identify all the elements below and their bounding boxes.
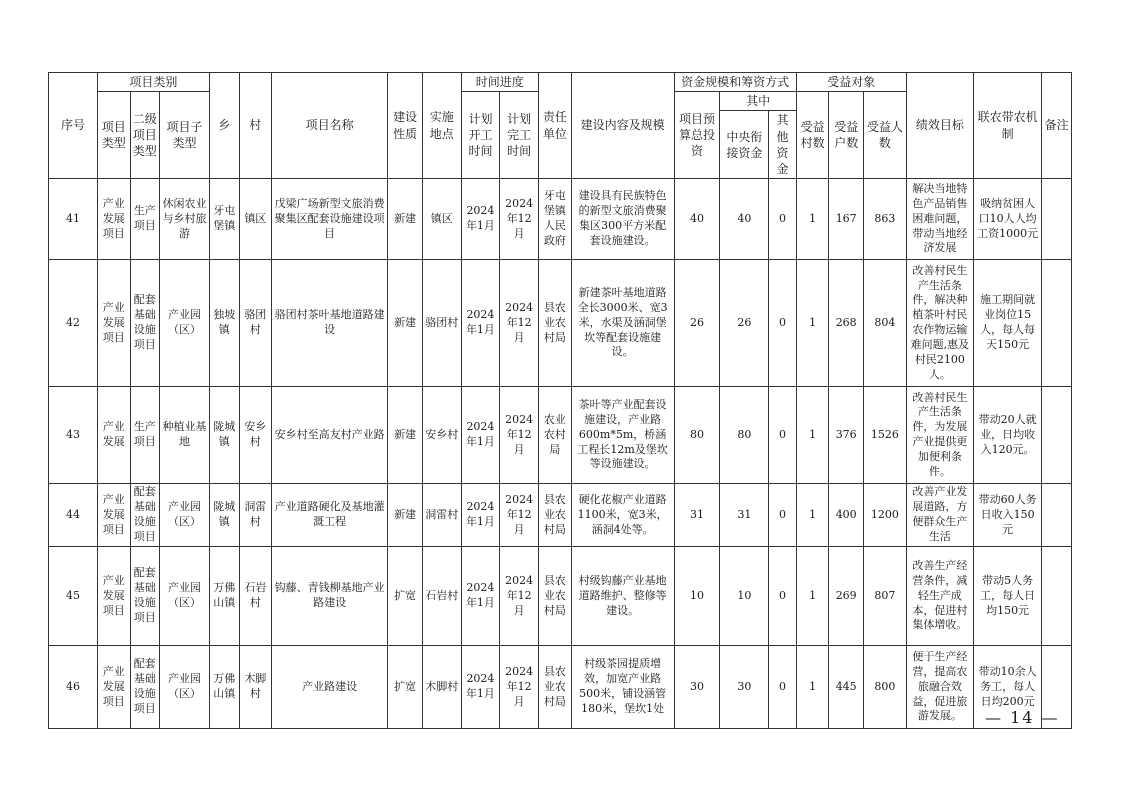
cell-content: 村级钩藤产业基地道路维护、整修等建设。 bbox=[571, 547, 674, 646]
cell-township: 万佛山镇 bbox=[209, 547, 239, 646]
header-seq: 序号 bbox=[49, 73, 98, 179]
header-secondary-type: 二级项目类型 bbox=[130, 92, 160, 179]
cell-plan-start: 2024年1月 bbox=[461, 484, 500, 547]
cell-location: 安乡村 bbox=[422, 387, 461, 484]
cell-secondary-type: 生产项目 bbox=[130, 179, 160, 260]
cell-plan-end: 2024年12月 bbox=[500, 484, 539, 547]
cell-village: 石岩村 bbox=[239, 547, 272, 646]
table-row bbox=[49, 484, 1072, 547]
cell-build-nature: 新建 bbox=[388, 484, 423, 547]
cell-township: 万佛山镇 bbox=[209, 646, 239, 729]
cell-benefit-people: 800 bbox=[864, 646, 907, 729]
cell-location: 洞雷村 bbox=[422, 484, 461, 547]
cell-remark bbox=[1042, 484, 1072, 547]
cell-secondary-type: 生产项目 bbox=[130, 387, 160, 484]
cell-village: 木脚村 bbox=[239, 646, 272, 729]
cell-budget: 31 bbox=[674, 484, 720, 547]
cell-project-type: 产业发展项目 bbox=[97, 260, 130, 387]
header-benefit-households: 受益户数 bbox=[829, 92, 864, 179]
cell-central-fund: 40 bbox=[720, 179, 769, 260]
cell-plan-start: 2024年1月 bbox=[461, 387, 500, 484]
header-benefit-people: 受益人数 bbox=[864, 92, 907, 179]
cell-remark bbox=[1042, 179, 1072, 260]
cell-township: 陇城镇 bbox=[209, 387, 239, 484]
cell-seq: 41 bbox=[49, 179, 98, 260]
cell-responsible: 县农业农村局 bbox=[539, 646, 572, 729]
cell-performance: 改善村民生产生活条件，为发展产业提供更加便利条件。 bbox=[906, 387, 973, 484]
cell-benefit-households: 445 bbox=[829, 646, 864, 729]
header-benefit-villages: 受益村数 bbox=[796, 92, 829, 179]
cell-benefit-households: 167 bbox=[829, 179, 864, 260]
cell-other-fund: 0 bbox=[769, 646, 797, 729]
cell-project-type: 产业发展 bbox=[97, 387, 130, 484]
cell-build-nature: 新建 bbox=[388, 387, 423, 484]
cell-mechanism: 吸纳贫困人口10人人均工资1000元 bbox=[974, 179, 1042, 260]
cell-build-nature: 扩宽 bbox=[388, 646, 423, 729]
cell-mechanism: 带动5人务工，每人日均150元 bbox=[974, 547, 1042, 646]
cell-other-fund: 0 bbox=[769, 547, 797, 646]
header-fund-group: 资金规模和筹资方式 bbox=[674, 73, 796, 92]
cell-benefit-villages: 1 bbox=[796, 387, 829, 484]
cell-village: 洞雷村 bbox=[239, 484, 272, 547]
cell-village: 安乡村 bbox=[239, 387, 272, 484]
cell-village: 镇区 bbox=[239, 179, 272, 260]
cell-plan-start: 2024年1月 bbox=[461, 260, 500, 387]
cell-plan-end: 2024年12月 bbox=[500, 646, 539, 729]
cell-responsible: 牙屯堡镇人民政府 bbox=[539, 179, 572, 260]
header-central-fund: 中央衔接资金 bbox=[720, 111, 769, 179]
header-mechanism: 联农带农机制 bbox=[974, 73, 1042, 179]
header-build-nature: 建设性质 bbox=[388, 73, 423, 179]
header-village: 村 bbox=[239, 73, 272, 179]
cell-responsible: 农业农村局 bbox=[539, 387, 572, 484]
cell-performance: 改善产业发展道路，方便群众生产生活 bbox=[906, 484, 973, 547]
cell-performance: 改善生产经营条件，减轻生产成本，促进村集体增收。 bbox=[906, 547, 973, 646]
cell-sub-type: 种植业基地 bbox=[160, 387, 210, 484]
cell-budget: 10 bbox=[674, 547, 720, 646]
cell-performance: 改善村民生产生活条件，解决种植茶叶村民农作物运输难问题,惠及村民2100人。 bbox=[906, 260, 973, 387]
header-among: 其中 bbox=[720, 92, 796, 111]
cell-content: 村级茶园提质增效，加宽产业路500米，铺设涵管180米，堡坎1处 bbox=[571, 646, 674, 729]
cell-budget: 26 bbox=[674, 260, 720, 387]
cell-project-name: 产业道路硬化及基地灌溉工程 bbox=[272, 484, 388, 547]
cell-seq: 42 bbox=[49, 260, 98, 387]
cell-sub-type: 产业园（区） bbox=[160, 484, 210, 547]
table-row bbox=[49, 646, 1072, 729]
cell-performance: 解决当地特色产品销售困难问题，带动当地经济发展 bbox=[906, 179, 973, 260]
cell-project-name: 骆团村茶叶基地道路建设 bbox=[272, 260, 388, 387]
cell-project-type: 产业发展项目 bbox=[97, 547, 130, 646]
header-category-group: 项目类别 bbox=[97, 73, 209, 92]
cell-remark bbox=[1042, 547, 1072, 646]
cell-benefit-people: 807 bbox=[864, 547, 907, 646]
cell-benefit-households: 376 bbox=[829, 387, 864, 484]
cell-location: 骆团村 bbox=[422, 260, 461, 387]
cell-mechanism: 带动10余人务工，每人日均200元 bbox=[974, 646, 1042, 729]
cell-plan-start: 2024年1月 bbox=[461, 646, 500, 729]
cell-secondary-type: 配套基础设施项目 bbox=[130, 547, 160, 646]
cell-central-fund: 26 bbox=[720, 260, 769, 387]
cell-mechanism: 施工期间就业岗位15人，每人每天150元 bbox=[974, 260, 1042, 387]
cell-location: 镇区 bbox=[422, 179, 461, 260]
cell-township: 陇城镇 bbox=[209, 484, 239, 547]
cell-plan-end: 2024年12月 bbox=[500, 260, 539, 387]
cell-project-name: 安乡村至高友村产业路 bbox=[272, 387, 388, 484]
cell-responsible: 县农业农村局 bbox=[539, 547, 572, 646]
cell-benefit-people: 1200 bbox=[864, 484, 907, 547]
table-row bbox=[49, 387, 1072, 484]
cell-seq: 46 bbox=[49, 646, 98, 729]
cell-seq: 44 bbox=[49, 484, 98, 547]
cell-mechanism: 带动20人就业，日均收入120元。 bbox=[974, 387, 1042, 484]
cell-sub-type: 产业园（区） bbox=[160, 260, 210, 387]
cell-sub-type: 休闲农业与乡村旅游 bbox=[160, 179, 210, 260]
cell-central-fund: 10 bbox=[720, 547, 769, 646]
cell-benefit-villages: 1 bbox=[796, 547, 829, 646]
cell-benefit-people: 804 bbox=[864, 260, 907, 387]
header-plan-end: 计划完工时间 bbox=[500, 92, 539, 179]
cell-central-fund: 80 bbox=[720, 387, 769, 484]
cell-responsible: 县农业农村局 bbox=[539, 260, 572, 387]
table-row bbox=[49, 260, 1072, 387]
cell-location: 木脚村 bbox=[422, 646, 461, 729]
cell-build-nature: 新建 bbox=[388, 179, 423, 260]
cell-secondary-type: 配套基础设施项目 bbox=[130, 260, 160, 387]
project-table bbox=[48, 72, 1072, 729]
cell-location: 石岩村 bbox=[422, 547, 461, 646]
cell-secondary-type: 配套基础设施项目 bbox=[130, 646, 160, 729]
header-township: 乡 bbox=[209, 73, 239, 179]
header-responsible: 责任单位 bbox=[539, 73, 572, 179]
cell-plan-end: 2024年12月 bbox=[500, 179, 539, 260]
header-location: 实施地点 bbox=[422, 73, 461, 179]
cell-budget: 30 bbox=[674, 646, 720, 729]
cell-performance: 便于生产经营，提高农旅融合效益，促进旅游发展。 bbox=[906, 646, 973, 729]
cell-seq: 43 bbox=[49, 387, 98, 484]
cell-benefit-villages: 1 bbox=[796, 260, 829, 387]
cell-benefit-villages: 1 bbox=[796, 484, 829, 547]
cell-secondary-type: 配套基础设施项目 bbox=[130, 484, 160, 547]
cell-plan-end: 2024年12月 bbox=[500, 547, 539, 646]
cell-content: 建设具有民族特色的新型文旅消费聚集区300平方米配套设施建设。 bbox=[571, 179, 674, 260]
cell-mechanism: 带动60人务日收入150元 bbox=[974, 484, 1042, 547]
cell-content: 新建茶叶基地道路全长3000米、宽3米，水渠及涵洞堡坎等配套设施建设。 bbox=[571, 260, 674, 387]
cell-other-fund: 0 bbox=[769, 484, 797, 547]
cell-benefit-households: 269 bbox=[829, 547, 864, 646]
cell-budget: 40 bbox=[674, 179, 720, 260]
header-plan-start: 计划开工时间 bbox=[461, 92, 500, 179]
header-budget-total: 项目预算总投资 bbox=[674, 92, 720, 179]
cell-responsible: 县农业农村局 bbox=[539, 484, 572, 547]
cell-plan-start: 2024年1月 bbox=[461, 547, 500, 646]
header-other-fund: 其他资金 bbox=[769, 111, 797, 179]
cell-project-name: 产业路建设 bbox=[272, 646, 388, 729]
cell-remark bbox=[1042, 260, 1072, 387]
header-performance: 绩效目标 bbox=[906, 73, 973, 179]
header-sub-type: 项目子类型 bbox=[160, 92, 210, 179]
cell-build-nature: 新建 bbox=[388, 260, 423, 387]
cell-central-fund: 30 bbox=[720, 646, 769, 729]
cell-benefit-people: 1526 bbox=[864, 387, 907, 484]
cell-other-fund: 0 bbox=[769, 387, 797, 484]
cell-benefit-villages: 1 bbox=[796, 646, 829, 729]
cell-project-type: 产业发展项目 bbox=[97, 646, 130, 729]
cell-budget: 80 bbox=[674, 387, 720, 484]
cell-other-fund: 0 bbox=[769, 179, 797, 260]
cell-benefit-households: 268 bbox=[829, 260, 864, 387]
cell-sub-type: 产业园（区） bbox=[160, 547, 210, 646]
header-time-group: 时间进度 bbox=[461, 73, 538, 92]
cell-seq: 45 bbox=[49, 547, 98, 646]
cell-project-type: 产业发展项目 bbox=[97, 484, 130, 547]
cell-other-fund: 0 bbox=[769, 260, 797, 387]
cell-benefit-villages: 1 bbox=[796, 179, 829, 260]
cell-village: 骆团村 bbox=[239, 260, 272, 387]
cell-content: 茶叶等产业配套设施建设，产业路600m*5m，桥涵工程长12m及堡坎等设施建设。 bbox=[571, 387, 674, 484]
cell-content: 硬化花椒产业道路1100米，宽3米，涵洞4处等。 bbox=[571, 484, 674, 547]
cell-sub-type: 产业园（区） bbox=[160, 646, 210, 729]
table-row bbox=[49, 547, 1072, 646]
header-project-type: 项目类型 bbox=[97, 92, 130, 179]
header-remark: 备注 bbox=[1042, 73, 1072, 179]
cell-plan-start: 2024年1月 bbox=[461, 179, 500, 260]
cell-benefit-people: 863 bbox=[864, 179, 907, 260]
cell-benefit-households: 400 bbox=[829, 484, 864, 547]
header-project-name: 项目名称 bbox=[272, 73, 388, 179]
table-row bbox=[49, 179, 1072, 260]
page-number: — 14 — bbox=[985, 708, 1060, 727]
cell-project-name: 钩藤、青钱柳基地产业路建设 bbox=[272, 547, 388, 646]
cell-build-nature: 扩宽 bbox=[388, 547, 423, 646]
cell-project-name: 戊梁广场新型文旅消费聚集区配套设施建设项目 bbox=[272, 179, 388, 260]
header-benefit-group: 受益对象 bbox=[796, 73, 906, 92]
cell-project-type: 产业发展项目 bbox=[97, 179, 130, 260]
cell-township: 独坡镇 bbox=[209, 260, 239, 387]
cell-central-fund: 31 bbox=[720, 484, 769, 547]
cell-plan-end: 2024年12月 bbox=[500, 387, 539, 484]
cell-remark bbox=[1042, 387, 1072, 484]
cell-township: 牙屯堡镇 bbox=[209, 179, 239, 260]
header-content: 建设内容及规模 bbox=[571, 73, 674, 179]
